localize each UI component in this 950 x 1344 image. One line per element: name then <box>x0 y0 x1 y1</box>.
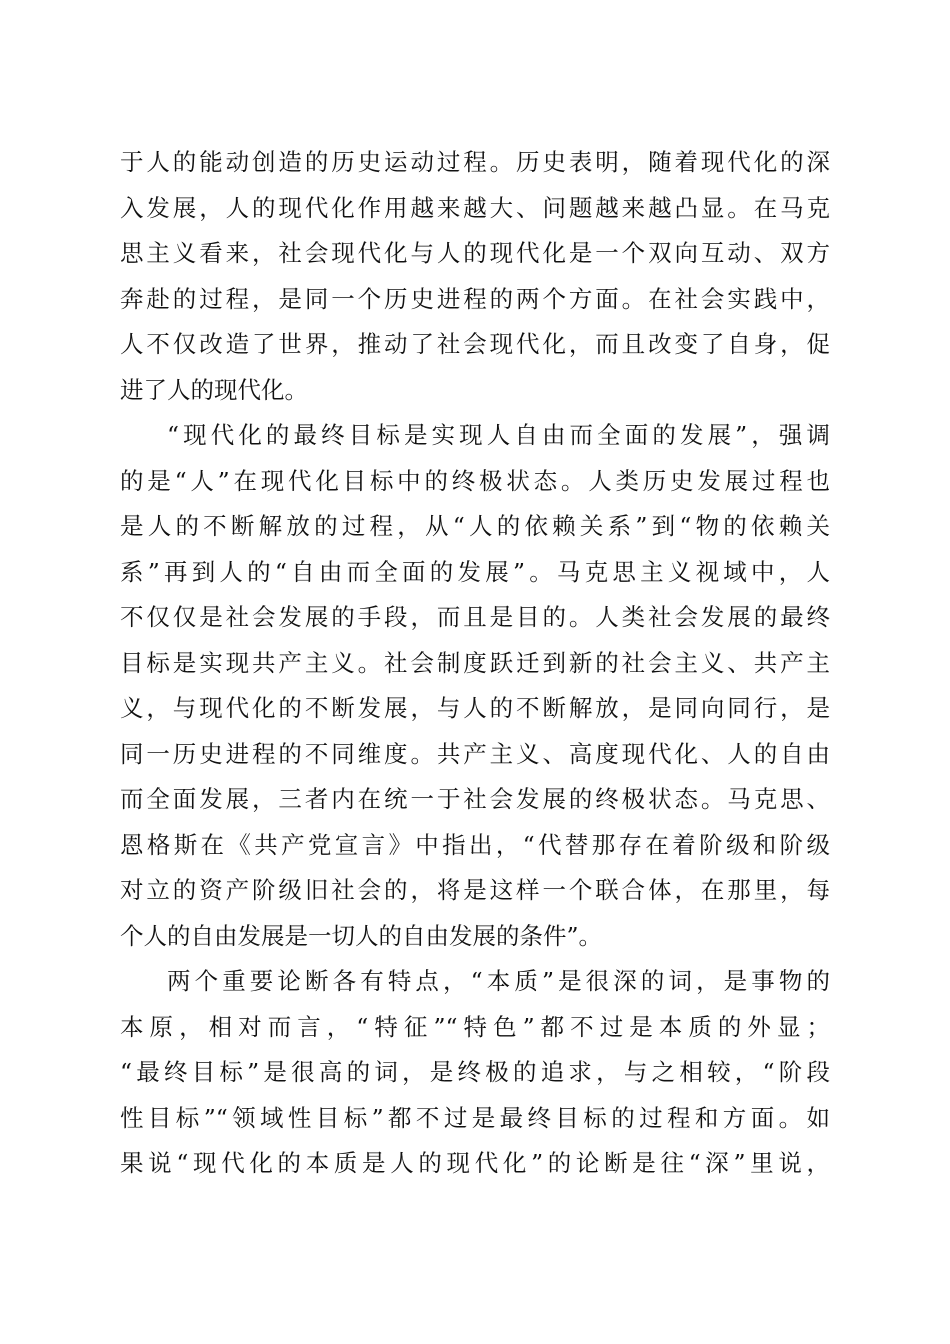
text-line-23: 果说“现代化的本质是人的现代化”的论断是往“深”里说， <box>120 1149 830 1177</box>
text-line-11: 不仅仅是社会发展的手段，而且是目的。人类社会发展的最终 <box>120 603 830 631</box>
text-line-2: 入发展，人的现代化作用越来越大、问题越来越凸显。在马克 <box>120 193 830 222</box>
text-line-19: 两个重要论断各有特点，“本质”是很深的词，是事物的 <box>167 967 830 995</box>
text-line-5: 人不仅改造了世界，推动了社会现代化，而且改变了自身，促 <box>120 330 830 358</box>
text-line-16: 恩格斯在《共产党宣言》中指出，“代替那存在着阶级和阶级 <box>120 830 830 859</box>
text-line-20: 本原，相对而言，“特征”“特色”都不过是本质的外显； <box>120 1012 830 1041</box>
text-line-17: 对立的资产阶级旧社会的，将是这样一个联合体，在那里，每 <box>120 876 830 904</box>
text-line-7: “现代化的最终目标是实现人自由而全面的发展”，强调 <box>167 421 830 449</box>
text-line-4: 奔赴的过程，是同一个历史进程的两个方面。在社会实践中， <box>120 284 830 313</box>
text-line-1: 于人的能动创造的历史运动过程。历史表明，随着现代化的深 <box>120 148 830 176</box>
text-line-18: 个人的自由发展是一切人的自由发展的条件”。 <box>120 921 603 950</box>
text-line-9: 是人的不断解放的过程，从“人的依赖关系”到“物的依赖关 <box>120 512 830 540</box>
text-line-13: 义，与现代化的不断发展，与人的不断解放，是同向同行，是 <box>120 694 830 722</box>
text-line-21: “最终目标”是很高的词，是终极的追求，与之相较，“阶段 <box>120 1058 830 1086</box>
text-line-15: 而全面发展，三者内在统一于社会发展的终极状态。马克思、 <box>120 785 830 813</box>
body-text <box>120 140 830 1187</box>
text-line-22: 性目标”“领域性目标”都不过是最终目标的过程和方面。如 <box>120 1103 830 1132</box>
text-line-10: 系”再到人的“自由而全面的发展”。马克思主义视域中，人 <box>120 557 830 586</box>
text-line-6: 进了人的现代化。 <box>120 375 308 404</box>
text-line-3: 思主义看来，社会现代化与人的现代化是一个双向互动、双方 <box>120 239 830 267</box>
text-line-14: 同一历史进程的不同维度。共产主义、高度现代化、人的自由 <box>120 739 830 768</box>
text-line-12: 目标是实现共产主义。社会制度跃迁到新的社会主义、共产主 <box>120 648 830 677</box>
text-line-8: 的是“人”在现代化目标中的终极状态。人类历史发展过程也 <box>120 466 830 495</box>
